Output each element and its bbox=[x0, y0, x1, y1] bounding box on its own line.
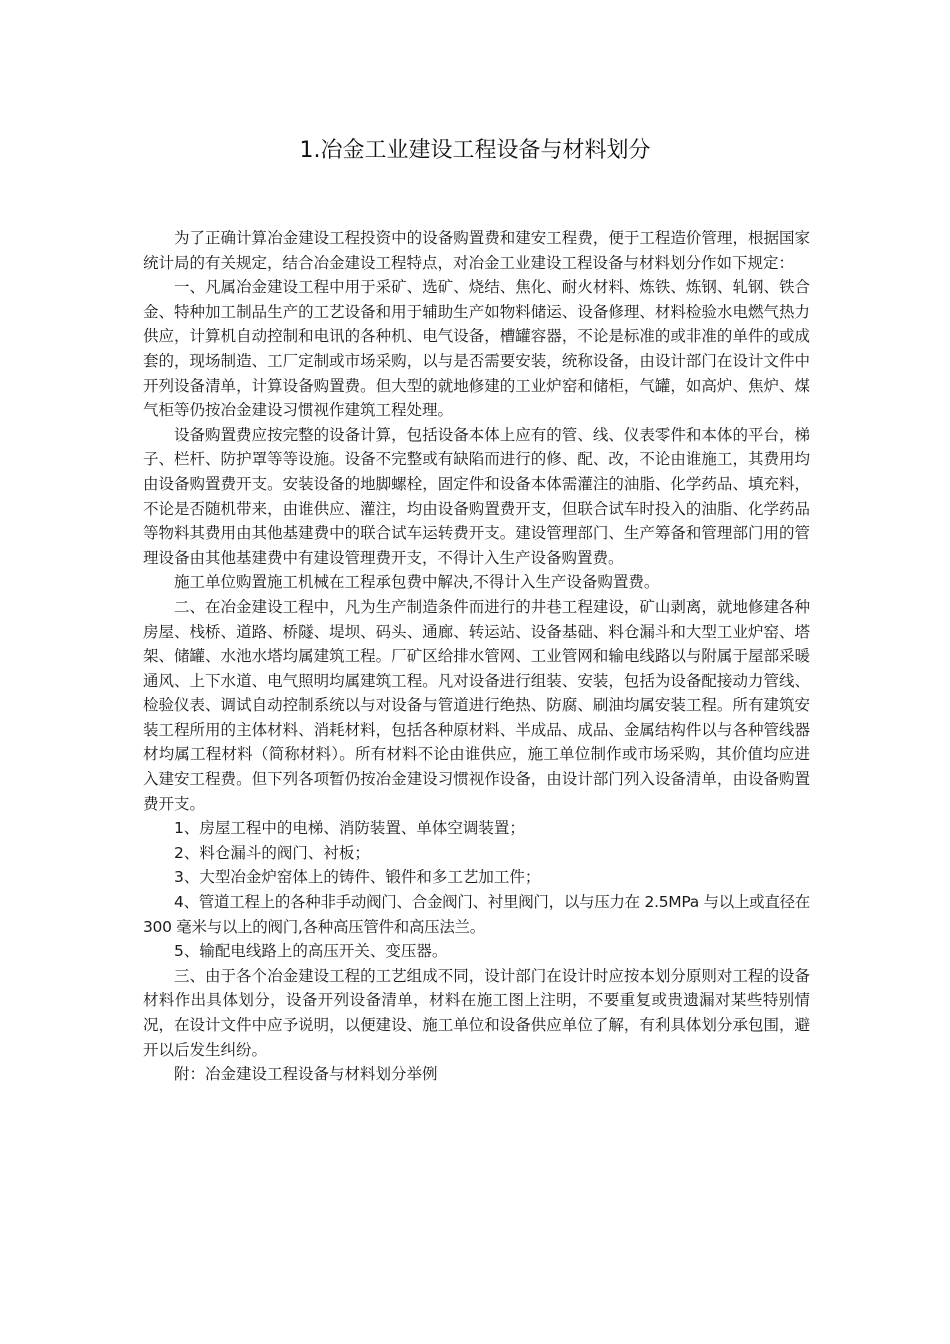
paragraph-appendix: 附：冶金建设工程设备与材料划分举例 bbox=[174, 1065, 438, 1084]
list-item-4: 4、管道工程上的各种非手动阀门、合金阀门、衬里阀门，以与压力在 2.5MPa 与以上或直径在 300 毫米与以上的阀门,各种高压管件和高压法兰。 bbox=[143, 893, 810, 936]
paragraph-section-3: 三、由于各个冶金建设工程的工艺组成不同，设计部门在设计时应按本划分原则对工程的设备材料作出具体划分，设备开列设备清单，材料在施工图上注明，不要重复或贵遗漏对某些特别情况，在设计文件中应予说明，以便建设、施工单位和设备供应单位了解，有利具体划分承包围，避开以后发生纠纷。 bbox=[143, 966, 810, 1059]
paragraph-section-1: 一、凡属冶金建设工程中用于采矿、选矿、烧结、焦化、耐火材料、炼铁、炼钢、轧钢、铁合金、特种加工制品生产的工艺设备和用于辅助生产如物料储运、设备修理、材料检验水电燃气热力供应，计算机自动控制和电讯的各种机、电气设备，槽罐容器，不论是标准的或非准的单件的或成套的，现场制造、工厂定制或市场采购，以与是否需要安装，统称设备，由设计部门在设计文件中开列设备清单，计算设备购置费。但大型的就地修建的工业炉窑和储柜，气罐，如高炉、焦炉、煤气柜等仍按冶金建设习惯视作建筑工程处理。 bbox=[143, 278, 810, 420]
paragraph-equipment-cost: 设备购置费应按完整的设备计算，包括设备本体上应有的管、线、仪表零件和本体的平台，梯子、栏杆、防护罩等等设施。设备不完整或有缺陷而进行的修、配、改，不论由谁施工，其费用均由设备购置费开支。安装设备的地脚螺栓，固定件和设备本体需灌注的油脂、化学药品、填充料，不论是否随机带来，由谁供应、灌注，均由设备购置费开支，但联合试车时投入的油脂、化学药品等物料其费用由其他基建费中的联合试车运转费开支。建设管理部门、生产筹备和管理部门用的管理设备由其他基建费中有建设管理费开支，不得计入生产设备购置费。 bbox=[143, 425, 810, 567]
list-item-1: 1、房屋工程中的电梯、消防装置、单体空调装置； bbox=[174, 819, 525, 838]
document-body bbox=[143, 226, 810, 1087]
paragraph-intro: 为了正确计算冶金建设工程投资中的设备购置费和建安工程费，便于工程造价管理，根据国家统计局的有关规定，结合冶金建设工程特点，对冶金工业建设工程设备与材料划分作如下规定： bbox=[143, 229, 810, 272]
list-item-3: 3、大型冶金炉窑体上的铸件、锻件和多工艺加工件； bbox=[174, 868, 541, 887]
paragraph-construction-machinery: 施工单位购置施工机械在工程承包费中解决,不得计入生产设备购置费。 bbox=[174, 573, 660, 592]
paragraph-section-2: 二、在冶金建设工程中，凡为生产制造条件而进行的井巷工程建设，矿山剥离，就地修建各种房屋、栈桥、道路、桥隧、堤坝、码头、通廊、转运站、设备基础、料仓漏斗和大型工业炉窑、塔架、储罐、水池水塔均属建筑工程。厂矿区给排水管网、工业管网和输电线路以与附属于屋部采暖通风、上下水道、电气照明均属建筑工程。凡对设备进行组装、安装，包括为设备配接动力管线、检验仪表、调试自动控制系统以与对设备与管道进行绝热、防腐、刷油均属安装工程。所有建筑安装工程所用的主体材料、消耗材料，包括各种原材料、半成品、成品、金属结构件以与各种管线器材均属工程材料（简称材料）。所有材料不论由谁供应，施工单位制作或市场采购，其价值均应进入建安工程费。但下列各项暂仍按冶金建设习惯视作设备，由设计部门列入设备清单，由设备购置费开支。 bbox=[143, 597, 810, 813]
list-item-2: 2、料仓漏斗的阀门、衬板； bbox=[174, 843, 370, 862]
document-title: 1.冶金工业建设工程设备与材料划分 bbox=[299, 138, 651, 163]
list-item-5: 5、输配电线路上的高压开关、变压器。 bbox=[174, 942, 448, 961]
